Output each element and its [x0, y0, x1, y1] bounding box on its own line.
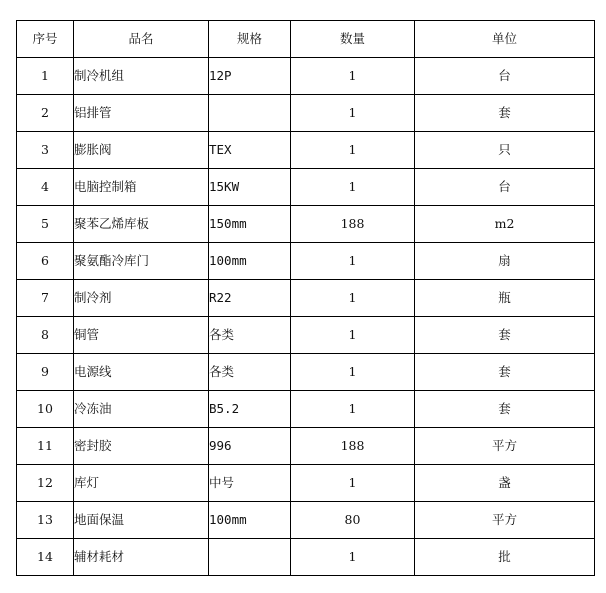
table-row: [17, 243, 595, 280]
serial-number-cell: 9: [17, 354, 74, 391]
table-row: [17, 169, 595, 206]
serial-number-cell: 1: [17, 58, 74, 95]
unit-cell: 平方: [415, 428, 595, 465]
unit-cell: 平方: [415, 502, 595, 539]
quantity-cell: 1: [291, 539, 415, 576]
table-row: [17, 502, 595, 539]
specification-cell: 150mm: [209, 206, 291, 243]
quantity-cell: 1: [291, 132, 415, 169]
unit-cell: m2: [415, 206, 595, 243]
specification-cell: R22: [209, 280, 291, 317]
item-name-cell: 电脑控制箱: [74, 169, 209, 206]
table-row: [17, 280, 595, 317]
specification-cell: [209, 539, 291, 576]
serial-number-cell: 13: [17, 502, 74, 539]
table-row: [17, 58, 595, 95]
header-item-name: 品名: [74, 21, 209, 58]
table-body: [17, 58, 595, 576]
unit-cell: 只: [415, 132, 595, 169]
equipment-list-sheet: [16, 20, 594, 576]
quantity-cell: 1: [291, 169, 415, 206]
specification-cell: 各类: [209, 354, 291, 391]
specification-cell: TEX: [209, 132, 291, 169]
quantity-cell: 188: [291, 206, 415, 243]
table-row: [17, 317, 595, 354]
unit-cell: 套: [415, 354, 595, 391]
serial-number-cell: 2: [17, 95, 74, 132]
item-name-cell: 铝排管: [74, 95, 209, 132]
specification-cell: 100mm: [209, 243, 291, 280]
item-name-cell: 聚苯乙烯库板: [74, 206, 209, 243]
header-specification: 规格: [209, 21, 291, 58]
quantity-cell: 188: [291, 428, 415, 465]
table-header-row: [17, 21, 595, 58]
serial-number-cell: 12: [17, 465, 74, 502]
item-name-cell: 冷冻油: [74, 391, 209, 428]
table-row: [17, 206, 595, 243]
serial-number-cell: 6: [17, 243, 74, 280]
header-unit: 单位: [415, 21, 595, 58]
serial-number-cell: 5: [17, 206, 74, 243]
item-name-cell: 地面保温: [74, 502, 209, 539]
item-name-cell: 制冷剂: [74, 280, 209, 317]
serial-number-cell: 7: [17, 280, 74, 317]
quantity-cell: 1: [291, 354, 415, 391]
specification-cell: 各类: [209, 317, 291, 354]
item-name-cell: 辅材耗材: [74, 539, 209, 576]
equipment-table: [16, 20, 595, 576]
table-row: [17, 539, 595, 576]
header-serial-number: 序号: [17, 21, 74, 58]
quantity-cell: 1: [291, 243, 415, 280]
unit-cell: 扇: [415, 243, 595, 280]
table-row: [17, 132, 595, 169]
table-row: [17, 428, 595, 465]
item-name-cell: 聚氨酯冷库门: [74, 243, 209, 280]
unit-cell: 台: [415, 58, 595, 95]
table-row: [17, 354, 595, 391]
quantity-cell: 1: [291, 280, 415, 317]
specification-cell: 100mm: [209, 502, 291, 539]
item-name-cell: 库灯: [74, 465, 209, 502]
table-row: [17, 95, 595, 132]
item-name-cell: 制冷机组: [74, 58, 209, 95]
unit-cell: 套: [415, 391, 595, 428]
specification-cell: 15KW: [209, 169, 291, 206]
quantity-cell: 1: [291, 317, 415, 354]
unit-cell: 套: [415, 317, 595, 354]
quantity-cell: 1: [291, 95, 415, 132]
item-name-cell: 膨胀阀: [74, 132, 209, 169]
quantity-cell: 1: [291, 465, 415, 502]
item-name-cell: 铜管: [74, 317, 209, 354]
table-row: [17, 391, 595, 428]
serial-number-cell: 11: [17, 428, 74, 465]
unit-cell: 瓶: [415, 280, 595, 317]
serial-number-cell: 8: [17, 317, 74, 354]
item-name-cell: 电源线: [74, 354, 209, 391]
specification-cell: 中号: [209, 465, 291, 502]
unit-cell: 盏: [415, 465, 595, 502]
unit-cell: 台: [415, 169, 595, 206]
table-row: [17, 465, 595, 502]
specification-cell: 996: [209, 428, 291, 465]
serial-number-cell: 10: [17, 391, 74, 428]
specification-cell: B5.2: [209, 391, 291, 428]
unit-cell: 批: [415, 539, 595, 576]
specification-cell: [209, 95, 291, 132]
specification-cell: 12P: [209, 58, 291, 95]
quantity-cell: 80: [291, 502, 415, 539]
item-name-cell: 密封胶: [74, 428, 209, 465]
unit-cell: 套: [415, 95, 595, 132]
header-quantity: 数量: [291, 21, 415, 58]
quantity-cell: 1: [291, 391, 415, 428]
serial-number-cell: 14: [17, 539, 74, 576]
serial-number-cell: 3: [17, 132, 74, 169]
quantity-cell: 1: [291, 58, 415, 95]
serial-number-cell: 4: [17, 169, 74, 206]
